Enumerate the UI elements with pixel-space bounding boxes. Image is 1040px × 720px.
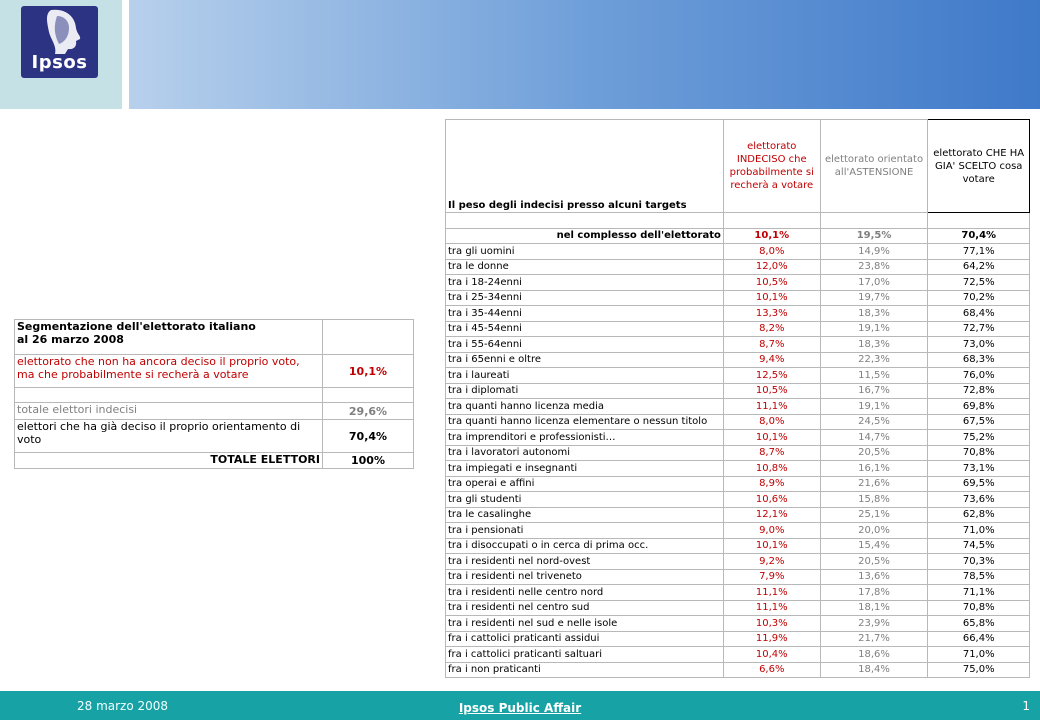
targets-row-v3: 78,5% — [928, 569, 1030, 585]
targets-row-v1: 12,0% — [723, 259, 820, 275]
targets-row — [446, 585, 1030, 601]
targets-row-v3: 71,1% — [928, 585, 1030, 601]
targets-row — [446, 414, 1030, 430]
targets-row-v1: 9,4% — [723, 352, 820, 368]
footer-page-number: 1 — [1022, 699, 1030, 713]
targets-row-v2: 14,9% — [820, 244, 928, 260]
targets-row — [446, 631, 1030, 647]
targets-row-v2: 15,4% — [820, 538, 928, 554]
targets-row — [446, 337, 1030, 353]
targets-row-v1: 10,1% — [723, 538, 820, 554]
targets-row-v3: 72,7% — [928, 321, 1030, 337]
targets-row-label: tra le donne — [446, 259, 724, 275]
targets-row — [446, 600, 1030, 616]
targets-row-label: tra i residenti nel triveneto — [446, 569, 724, 585]
targets-table — [445, 119, 1030, 678]
header-separator — [122, 0, 129, 109]
targets-row-v2: 19,1% — [820, 321, 928, 337]
segmentation-row-value: 70,4% — [323, 420, 414, 453]
targets-row-v1: 10,4% — [723, 647, 820, 663]
targets-row-v3: 77,1% — [928, 244, 1030, 260]
targets-row-v3: 75,2% — [928, 430, 1030, 446]
segmentation-total-value: 100% — [323, 453, 414, 469]
targets-row-v2: 18,3% — [820, 306, 928, 322]
targets-row-v2: 16,7% — [820, 383, 928, 399]
targets-row-v1: 11,1% — [723, 399, 820, 415]
ipsos-logo — [21, 6, 98, 78]
targets-total-label: nel complesso dell'elettorato — [446, 228, 724, 244]
targets-row — [446, 275, 1030, 291]
targets-row — [446, 662, 1030, 678]
targets-row — [446, 616, 1030, 632]
targets-row-label: tra i 55-64enni — [446, 337, 724, 353]
targets-row-v2: 20,5% — [820, 445, 928, 461]
segmentation-row — [15, 403, 414, 420]
empty-cell — [323, 320, 414, 355]
targets-row-v1: 8,0% — [723, 244, 820, 260]
targets-row-v2: 22,3% — [820, 352, 928, 368]
targets-row-v2: 14,7% — [820, 430, 928, 446]
empty-cell — [446, 213, 724, 229]
targets-row-v1: 8,9% — [723, 476, 820, 492]
targets-row-label: tra i pensionati — [446, 523, 724, 539]
targets-row-label: fra i non praticanti — [446, 662, 724, 678]
targets-row-label: fra i cattolici praticanti saltuari — [446, 647, 724, 663]
footer-date: 28 marzo 2008 — [77, 699, 169, 713]
targets-row-v2: 15,8% — [820, 492, 928, 508]
targets-row-v1: 13,3% — [723, 306, 820, 322]
targets-row-v1: 12,5% — [723, 368, 820, 384]
targets-row-v1: 11,1% — [723, 600, 820, 616]
targets-row — [446, 476, 1030, 492]
targets-row-v1: 8,7% — [723, 337, 820, 353]
targets-row-v3: 65,8% — [928, 616, 1030, 632]
targets-row-v1: 10,8% — [723, 461, 820, 477]
segmentation-row-label: elettorato che non ha ancora deciso il proprio voto, ma che probabilmente si recherà a votare — [15, 355, 323, 388]
targets-row-label: tra i 45-54enni — [446, 321, 724, 337]
targets-col1-header: elettorato INDECISO che probabilmente si recherà a votare — [723, 120, 820, 213]
targets-row-v2: 18,4% — [820, 662, 928, 678]
targets-row-v2: 11,5% — [820, 368, 928, 384]
targets-row-v1: 12,1% — [723, 507, 820, 523]
targets-row-v1: 8,2% — [723, 321, 820, 337]
targets-row-v3: 67,5% — [928, 414, 1030, 430]
segmentation-row-value: 29,6% — [323, 403, 414, 420]
segmentation-row — [15, 355, 414, 388]
segmentation-title-line1: Segmentazione dell'elettorato italiano — [17, 320, 256, 333]
segmentation-title — [15, 320, 323, 355]
targets-row-v2: 18,3% — [820, 337, 928, 353]
targets-row-label: tra gli studenti — [446, 492, 724, 508]
targets-spacer-row — [446, 213, 1030, 229]
targets-row-v2: 19,7% — [820, 290, 928, 306]
targets-total-v1: 10,1% — [723, 228, 820, 244]
targets-row-label: tra i residenti nelle centro nord — [446, 585, 724, 601]
targets-row — [446, 461, 1030, 477]
empty-cell — [820, 213, 928, 229]
segmentation-spacer-row — [15, 388, 414, 403]
targets-row — [446, 290, 1030, 306]
targets-row-v3: 72,5% — [928, 275, 1030, 291]
targets-row-v1: 10,1% — [723, 430, 820, 446]
targets-row-label: tra i 25-34enni — [446, 290, 724, 306]
segmentation-title-line2: al 26 marzo 2008 — [17, 333, 124, 346]
targets-row — [446, 445, 1030, 461]
segmentation-total-label: TOTALE ELETTORI — [15, 453, 323, 469]
targets-row-v3: 70,3% — [928, 554, 1030, 570]
targets-row-v3: 73,1% — [928, 461, 1030, 477]
targets-row-v2: 20,0% — [820, 523, 928, 539]
targets-header-row — [446, 120, 1030, 213]
targets-row-v1: 9,2% — [723, 554, 820, 570]
header-band — [129, 0, 1040, 109]
targets-row-v3: 70,2% — [928, 290, 1030, 306]
targets-row-v3: 72,8% — [928, 383, 1030, 399]
targets-row-v2: 21,6% — [820, 476, 928, 492]
targets-col3-header: elettorato CHE HA GIA' SCELTO cosa votare — [928, 120, 1030, 213]
targets-row — [446, 492, 1030, 508]
targets-row — [446, 647, 1030, 663]
targets-row-v2: 20,5% — [820, 554, 928, 570]
targets-row-label: tra imprenditori e professionisti… — [446, 430, 724, 446]
targets-row-v1: 10,1% — [723, 290, 820, 306]
targets-row-v1: 10,5% — [723, 383, 820, 399]
targets-row-v1: 6,6% — [723, 662, 820, 678]
targets-row-v2: 23,9% — [820, 616, 928, 632]
targets-row-v3: 76,0% — [928, 368, 1030, 384]
targets-row-label: tra i residenti nel sud e nelle isole — [446, 616, 724, 632]
targets-row — [446, 430, 1030, 446]
targets-row-label: tra gli uomini — [446, 244, 724, 260]
targets-row — [446, 321, 1030, 337]
targets-row-label: tra i laureati — [446, 368, 724, 384]
empty-cell — [928, 213, 1030, 229]
targets-row-v1: 10,5% — [723, 275, 820, 291]
targets-total-row — [446, 228, 1030, 244]
targets-row-v2: 24,5% — [820, 414, 928, 430]
segmentation-title-row — [15, 320, 414, 355]
targets-row-v3: 71,0% — [928, 647, 1030, 663]
header-left-panel — [0, 0, 122, 109]
targets-row-v3: 68,3% — [928, 352, 1030, 368]
targets-row-v2: 18,6% — [820, 647, 928, 663]
targets-row-v3: 62,8% — [928, 507, 1030, 523]
targets-row-label: tra quanti hanno licenza media — [446, 399, 724, 415]
targets-row — [446, 569, 1030, 585]
targets-row — [446, 507, 1030, 523]
targets-row — [446, 399, 1030, 415]
segmentation-table — [14, 319, 414, 469]
segmentation-row-value: 10,1% — [323, 355, 414, 388]
targets-row-v2: 17,0% — [820, 275, 928, 291]
targets-row-v3: 64,2% — [928, 259, 1030, 275]
targets-row-label: fra i cattolici praticanti assidui — [446, 631, 724, 647]
targets-row-v1: 9,0% — [723, 523, 820, 539]
targets-row-v2: 21,7% — [820, 631, 928, 647]
targets-col2-header: elettorato orientato all'ASTENSIONE — [820, 120, 928, 213]
targets-row-v2: 13,6% — [820, 569, 928, 585]
footer-ipsos-public-affair: Ipsos Public Affair — [458, 701, 582, 715]
segmentation-row — [15, 420, 414, 453]
segmentation-row-label: totale elettori indecisi — [15, 403, 323, 420]
targets-row-v1: 8,7% — [723, 445, 820, 461]
targets-row-v3: 69,5% — [928, 476, 1030, 492]
footer — [0, 691, 1040, 720]
targets-row — [446, 383, 1030, 399]
targets-row-label: tra i 18-24enni — [446, 275, 724, 291]
targets-row-label: tra operai e affini — [446, 476, 724, 492]
targets-title: Il peso degli indecisi presso alcuni targets — [446, 120, 724, 213]
targets-row — [446, 368, 1030, 384]
targets-row-v3: 66,4% — [928, 631, 1030, 647]
segmentation-total-row — [15, 453, 414, 469]
targets-row-v3: 69,8% — [928, 399, 1030, 415]
targets-row-v3: 75,0% — [928, 662, 1030, 678]
targets-row-v3: 68,4% — [928, 306, 1030, 322]
empty-cell — [723, 213, 820, 229]
targets-row — [446, 259, 1030, 275]
targets-row-v2: 19,1% — [820, 399, 928, 415]
targets-row-label: tra i diplomati — [446, 383, 724, 399]
empty-cell — [323, 388, 414, 403]
targets-row-v3: 73,0% — [928, 337, 1030, 353]
targets-row-v1: 11,1% — [723, 585, 820, 601]
targets-row-v2: 18,1% — [820, 600, 928, 616]
targets-row-v1: 11,9% — [723, 631, 820, 647]
targets-total-v3: 70,4% — [928, 228, 1030, 244]
targets-row-label: tra i residenti nel nord-ovest — [446, 554, 724, 570]
targets-row-label: tra i disoccupati o in cerca di prima occ. — [446, 538, 724, 554]
targets-row-v3: 73,6% — [928, 492, 1030, 508]
targets-row-v1: 10,3% — [723, 616, 820, 632]
targets-row — [446, 244, 1030, 260]
segmentation-row-label: elettori che ha già deciso il proprio orientamento di voto — [15, 420, 323, 453]
targets-row — [446, 523, 1030, 539]
targets-row-label: tra le casalinghe — [446, 507, 724, 523]
logo-text: Ipsos — [31, 52, 88, 73]
targets-row-label: tra i 65enni e oltre — [446, 352, 724, 368]
targets-row-v3: 70,8% — [928, 445, 1030, 461]
targets-row-v1: 8,0% — [723, 414, 820, 430]
targets-row-v3: 74,5% — [928, 538, 1030, 554]
empty-cell — [15, 388, 323, 403]
targets-row-v2: 16,1% — [820, 461, 928, 477]
targets-row — [446, 306, 1030, 322]
targets-total-v2: 19,5% — [820, 228, 928, 244]
targets-row-v2: 25,1% — [820, 507, 928, 523]
targets-row — [446, 538, 1030, 554]
targets-row-v1: 10,6% — [723, 492, 820, 508]
targets-row-label: tra quanti hanno licenza elementare o nessun titolo — [446, 414, 724, 430]
targets-row-label: tra i residenti nel centro sud — [446, 600, 724, 616]
targets-row — [446, 352, 1030, 368]
targets-row-label: tra i lavoratori autonomi — [446, 445, 724, 461]
targets-body — [446, 244, 1030, 678]
targets-row-v2: 23,8% — [820, 259, 928, 275]
targets-row — [446, 554, 1030, 570]
targets-row-v3: 71,0% — [928, 523, 1030, 539]
targets-row-v2: 17,8% — [820, 585, 928, 601]
targets-row-v1: 7,9% — [723, 569, 820, 585]
targets-row-label: tra impiegati e insegnanti — [446, 461, 724, 477]
targets-row-v3: 70,8% — [928, 600, 1030, 616]
targets-row-label: tra i 35-44enni — [446, 306, 724, 322]
